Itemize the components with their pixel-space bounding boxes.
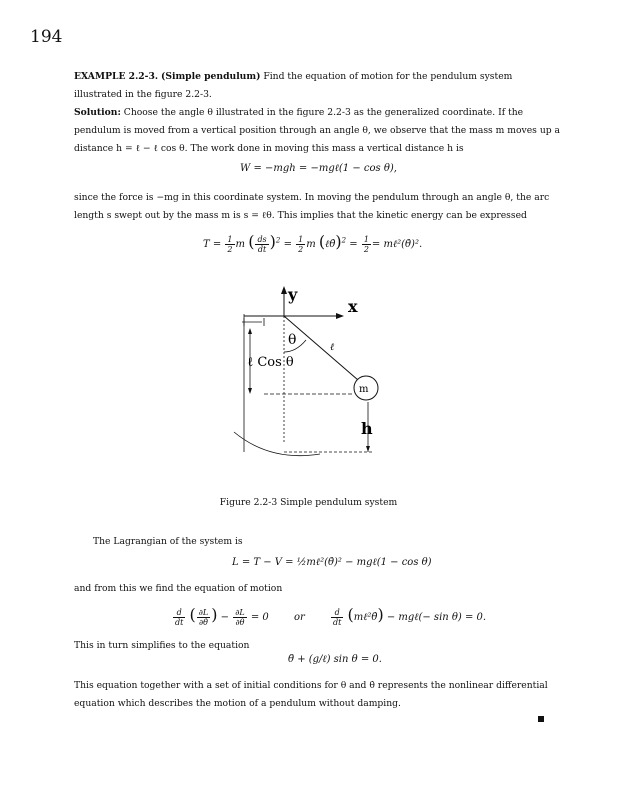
equation-motion: $\frac{d}{dt}$ ( $\frac{\partial L}{\partial\thetȧ}$ ) − $\frac{\partial L}{\partial\theta}$ = 0 or $\frac{d}{dt}$ (mℓ²θ̇) − mgℓ(− sin θ) = 0. [175,605,487,627]
solution-paragraph-3: The Lagrangian of the system is [93,536,243,547]
cos-arrow-bottom [248,388,252,394]
figure-caption: Figure 2.2-3 Simple pendulum system [219,497,398,508]
frac-half-2: $\frac{1}{2}$ [298,235,304,254]
or-word: or [293,612,305,623]
solution-paragraph-1 [74,104,562,158]
label-ell: ℓ [330,342,335,353]
swing-arc [234,432,320,456]
cos-arrow-top [248,328,252,334]
solution-paragraph-2: since the force is −mg in this coordinate system. In moving the pendulum through an angle θ, the arc length s swept out by the mass m is s = ℓθ. This implies that the kinetic energy can be expressed [74,192,550,221]
frac-dL-dthetadot: $\frac{\partial L}{\partial\thetȧ}$ [198,608,209,627]
example-label: EXAMPLE 2.2-3. [74,71,159,82]
equation-simplified: θ̈ + (g/ℓ) sin θ = 0. [288,654,382,665]
example-statement: Find the equation of motion for the pendulum system illustrated in the figure 2.2-3. [74,71,513,100]
label-h: h [361,419,373,438]
qed-square [538,716,544,722]
kinetic-rest: = mℓ²(θ̇)². [371,239,423,250]
frac-d-dt-1: $\frac{d}{dt}$ [175,608,184,627]
frac-dL-dtheta: $\frac{\partial L}{\partial\theta}$ [235,608,245,627]
equation-lagrangian: L = T − V = ½mℓ²(θ̇)² − mgℓ(1 − cos θ) [232,557,432,568]
frac-d-dt-2: $\frac{d}{dt}$ [332,608,342,627]
y-axis-arrowhead [281,286,287,294]
solution-paragraph-6: This equation together with a set of initial conditions for θ and θ̇ represents the nonlinear differential equation which describes the motion of a pendulum without damping. [74,680,548,709]
example-paragraph [74,68,562,104]
page-number: 194 [30,27,63,47]
solution-paragraph-5: This in turn simplifies to the equation [74,640,250,651]
label-x: x [348,297,358,316]
pendulum-string [284,316,358,380]
frac-ds-dt: $\frac{ds}{dt}$ [257,235,267,254]
frac-half-1: $\frac{1}{2}$ [227,235,233,254]
equation-work: W = −mgh = −mgℓ(1 − cos θ), [240,163,397,174]
frac-half-3: $\frac{1}{2}$ [363,235,369,254]
h-arrow-bottom [366,446,370,452]
label-y: y [288,285,298,304]
kinetic-lhs: T = [203,239,222,250]
solution-label: Solution: [74,107,121,118]
equation-kinetic: T = $\frac{1}{2}$ m ( $\frac{ds}{dt}$ )$^2$ = $\frac{1}{2}$ m (ℓθ̇)$^2$ = $\frac{1}{2}$ = mℓ²(θ̇)². [203,232,423,254]
example-title: (Simple pendulum) [160,71,261,82]
pendulum-figure [220,284,400,464]
x-axis-arrowhead [336,313,344,319]
solution-paragraph-4: and from this we find the equation of motion [74,583,283,594]
label-theta: θ [288,332,297,348]
solution-p1: Choose the angle θ illustrated in the figure 2.2-3 as the generalized coordinate. If the pendulum is moved from a vertical position through an angle θ, we observe that the mass m moves up a distance h = ℓ − ℓ cos θ. The work done in moving this mass a vertical distance h is [74,107,561,154]
label-cos: ℓ Cos θ [247,355,294,370]
label-mass: m [359,384,369,395]
